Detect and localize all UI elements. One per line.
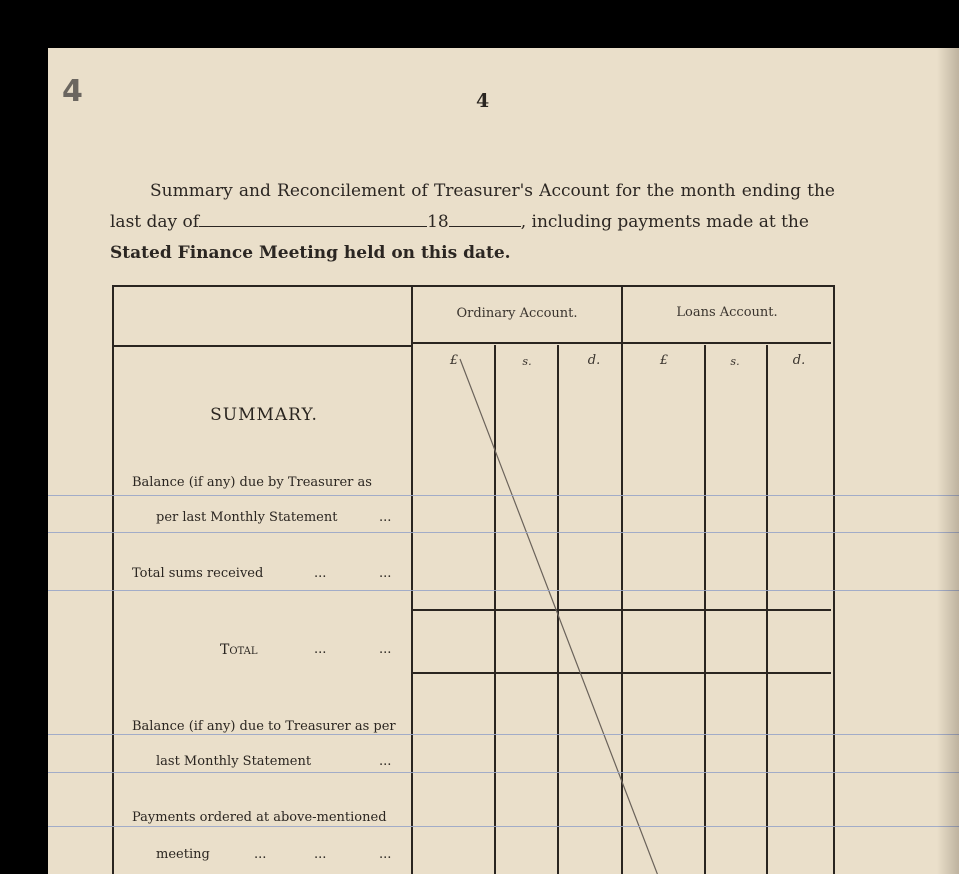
ellipsis-8: ... xyxy=(314,847,327,862)
year-blank xyxy=(449,212,521,227)
pencil-strike-line xyxy=(114,287,833,874)
ellipsis-9: ... xyxy=(379,847,392,862)
ellipsis-6: ... xyxy=(379,754,392,769)
ellipsis-1: ... xyxy=(379,510,392,525)
intro-line-1: Summary and Reconcilement of Treasurer's Account for the month ending the xyxy=(150,181,835,201)
document-page xyxy=(48,48,959,874)
intro-year-prefix: 18 xyxy=(427,212,449,232)
stamped-page-number: 4 xyxy=(62,74,83,109)
ruled-line-5 xyxy=(48,772,959,773)
ord-shillings-header: s. xyxy=(522,355,532,368)
balance-due-by-line-2: per last Monthly Statement xyxy=(156,510,338,525)
intro-line-2 xyxy=(110,207,835,238)
balance-due-by-line-1: Balance (if any) due by Treasurer as xyxy=(132,475,372,490)
ruled-line-4 xyxy=(48,734,959,735)
ruled-line-2 xyxy=(48,532,959,533)
total-label: Total xyxy=(220,642,258,658)
summary-table xyxy=(112,285,835,874)
ellipsis-7: ... xyxy=(254,847,267,862)
ruled-line-3 xyxy=(48,590,959,591)
intro-line-2-prefix: last day of xyxy=(110,212,200,232)
ruled-line-1 xyxy=(48,495,959,496)
ellipsis-2: ... xyxy=(314,566,327,581)
balance-due-to-line-2: last Monthly Statement xyxy=(156,754,312,769)
intro-paragraph xyxy=(110,176,835,269)
intro-line-3: Stated Finance Meeting held on this date. xyxy=(110,243,511,263)
page-number: 4 xyxy=(476,90,490,112)
ellipsis-3: ... xyxy=(379,566,392,581)
ordinary-account-header: Ordinary Account. xyxy=(456,306,578,321)
loan-shillings-header: s. xyxy=(730,355,740,368)
month-blank xyxy=(199,212,427,227)
total-received-label: Total sums received xyxy=(132,566,264,581)
loans-account-header: Loans Account. xyxy=(676,305,778,320)
loan-pounds-header: £ xyxy=(659,353,669,368)
ruled-line-6 xyxy=(48,826,959,827)
ellipsis-5: ... xyxy=(379,642,392,657)
payments-line-1: Payments ordered at above-mentioned xyxy=(132,810,387,825)
ord-pounds-header: £ xyxy=(449,353,459,368)
ord-pence-header: d. xyxy=(587,353,601,368)
payments-line-2: meeting xyxy=(156,847,210,862)
ellipsis-4: ... xyxy=(314,642,327,657)
loan-pence-header: d. xyxy=(792,353,806,368)
summary-title: SUMMARY. xyxy=(210,405,318,425)
balance-due-to-line-1: Balance (if any) due to Treasurer as per xyxy=(132,719,396,734)
intro-line-2-suffix: , including payments made at the xyxy=(520,212,809,232)
